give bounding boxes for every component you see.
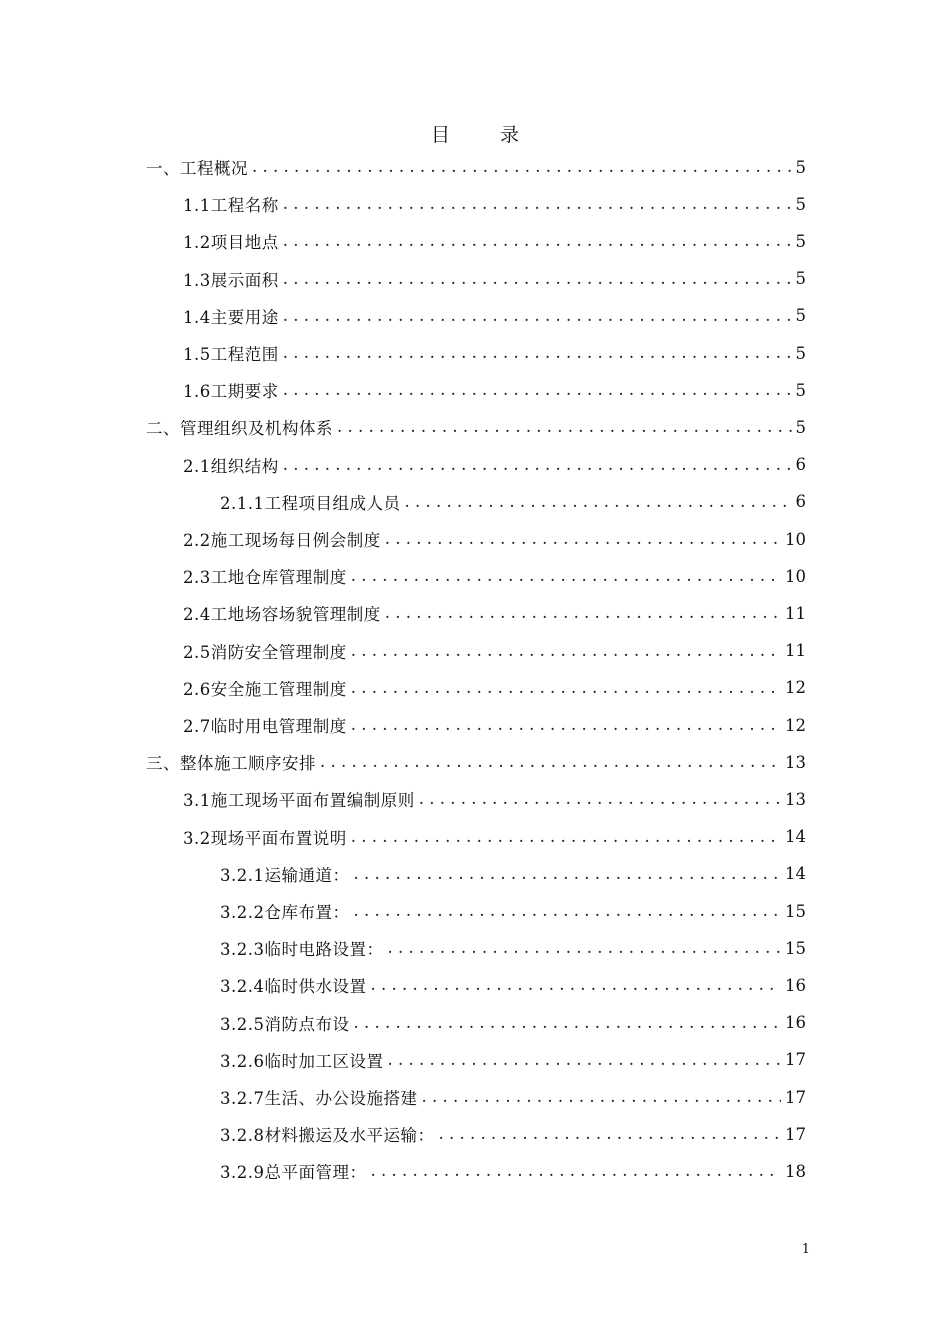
toc-dot-leader [283,375,792,405]
toc-entry[interactable] [220,933,806,963]
toc-entry-label: 2.1.1工程项目组成人员 [220,493,401,513]
toc-entry-page: 11 [785,603,806,623]
toc-entry-label: 1.3展示面积 [183,270,279,290]
toc-entry[interactable] [183,636,806,666]
toc-dot-leader [387,933,781,963]
toc-dot-leader [421,1082,781,1112]
toc-entry-page: 6 [795,455,806,475]
toc-dot-leader [351,561,781,591]
toc-entry-label: 三、整体施工顺序安排 [146,754,316,774]
toc-entry[interactable] [183,598,806,628]
toc-entry-label: 3.2.6临时加工区设置 [220,1051,384,1071]
toc-entry-page: 5 [795,194,806,214]
toc-entry-label: 1.4主要用途 [183,307,279,327]
toc-entry-label: 3.2.3临时电路设置： [220,940,384,960]
toc-entry-label: 1.6工期要求 [183,382,279,402]
toc-dot-leader [283,189,792,219]
toc-entry-page: 11 [785,641,806,661]
toc-dot-leader [353,1008,781,1038]
toc-entry[interactable] [220,1008,806,1038]
toc-entry-label: 2.5消防安全管理制度 [183,642,347,662]
toc-entry[interactable] [183,338,806,368]
page-number: 1 [801,1242,810,1257]
toc-dot-leader [353,896,781,926]
toc-dot-leader [283,226,792,256]
toc-entry-page: 10 [785,529,806,549]
toc-entry[interactable] [183,822,806,852]
toc-entry-label: 二、管理组织及机构体系 [146,419,333,439]
toc-entry[interactable] [183,710,806,740]
toc-entry-label: 1.1工程名称 [183,196,279,216]
toc-dot-leader [351,710,781,740]
toc-entry-label: 3.2.2仓库布置： [220,903,350,922]
toc-entry-page: 5 [795,380,806,400]
toc-dot-leader [351,636,781,666]
toc-entry-label: 2.3工地仓库管理制度 [183,568,347,588]
toc-dot-leader [320,747,781,777]
toc-entry-page: 13 [785,752,806,772]
toc-entry[interactable] [183,524,806,554]
toc-entry-page: 17 [785,1050,806,1070]
toc-entry-label: 一、工程概况 [146,159,248,178]
toc-entry[interactable] [146,152,806,182]
toc-entry[interactable] [183,673,806,703]
toc-entry-page: 14 [785,864,806,884]
toc-dot-leader [283,264,792,294]
toc-entry[interactable] [183,375,806,405]
toc-dot-leader [385,524,781,554]
toc-entry[interactable] [183,784,806,814]
toc-entry-label: 1.5工程范围 [183,345,279,364]
toc-entry[interactable] [183,226,806,256]
toc-entry-label: 3.2.1运输通道： [220,865,350,885]
toc-entry[interactable] [183,450,806,480]
toc-entry-page: 14 [785,827,806,847]
toc-entry-label: 3.2.4临时供水设置 [220,977,367,997]
toc-dot-leader [351,673,781,703]
toc-entry-label: 2.7临时用电管理制度 [183,717,347,736]
toc-entry-page: 16 [785,1013,806,1033]
toc-entry-page: 10 [785,566,806,586]
toc-entry[interactable] [146,412,806,442]
toc-entry-page: 12 [785,678,806,698]
toc-entry[interactable] [220,859,806,889]
toc-entry[interactable] [183,264,806,294]
toc-entry-page: 16 [785,975,806,995]
toc-entry-page: 12 [785,715,806,735]
toc-entry-label: 3.2.5消防点布设 [220,1014,350,1034]
toc-entry-label: 3.2.7生活、办公设施搭建 [220,1089,418,1108]
toc-entry[interactable] [183,561,806,591]
toc-entry[interactable] [146,747,806,777]
toc-dot-leader [370,1156,781,1186]
toc-dot-leader [353,859,781,889]
toc-dot-leader [351,822,781,852]
toc-dot-leader [283,338,792,368]
toc-dot-leader [385,598,781,628]
toc-dot-leader [419,784,781,814]
toc-entry[interactable] [220,487,806,517]
toc-entry[interactable] [220,1045,806,1075]
toc-entry-label: 2.1组织结构 [183,456,279,476]
toc-entry[interactable] [220,1156,806,1186]
toc-entry-page: 18 [785,1161,806,1181]
toc-entry-page: 15 [785,901,806,921]
toc-dot-leader [438,1119,781,1149]
toc-entry-page: 5 [795,417,806,437]
toc-entry-page: 15 [785,938,806,958]
toc-entry[interactable] [220,896,806,926]
toc-dot-leader [283,301,792,331]
toc-entry-page: 13 [785,789,806,809]
toc-entry[interactable] [183,301,806,331]
toc-entry-label: 3.2.9总平面管理： [220,1163,367,1183]
toc-entry[interactable] [183,189,806,219]
toc-entry-label: 3.2现场平面布置说明 [183,828,347,848]
toc-entry-label: 2.2施工现场每日例会制度 [183,531,381,550]
toc-dot-leader [283,450,792,480]
toc-dot-leader [387,1045,781,1075]
toc-entry-page: 5 [795,157,806,177]
toc-entry-page: 5 [795,231,806,251]
toc-entry[interactable] [220,1082,806,1112]
toc-entry-label: 2.6安全施工管理制度 [183,679,347,699]
toc-entry-page: 5 [795,343,806,363]
toc-dot-leader [252,152,792,182]
toc-dot-leader [404,487,791,517]
toc-dot-leader [370,970,781,1000]
toc-title: 目 录 [430,124,542,146]
toc-entry[interactable] [220,1119,806,1149]
toc-entry-page: 5 [795,269,806,289]
toc-entry-label: 2.4工地场容场貌管理制度 [183,605,381,625]
toc-entry-page: 5 [795,306,806,326]
toc-entry-label: 3.2.8材料搬运及水平运输： [220,1126,435,1146]
toc-entry[interactable] [220,970,806,1000]
toc-entry-label: 1.2项目地点 [183,233,279,253]
toc-entry-page: 17 [785,1124,806,1144]
toc-entry-page: 17 [785,1087,806,1107]
toc-entry-page: 6 [795,492,806,512]
toc-entry-label: 3.1施工现场平面布置编制原则 [183,791,415,811]
toc-dot-leader [337,412,792,442]
